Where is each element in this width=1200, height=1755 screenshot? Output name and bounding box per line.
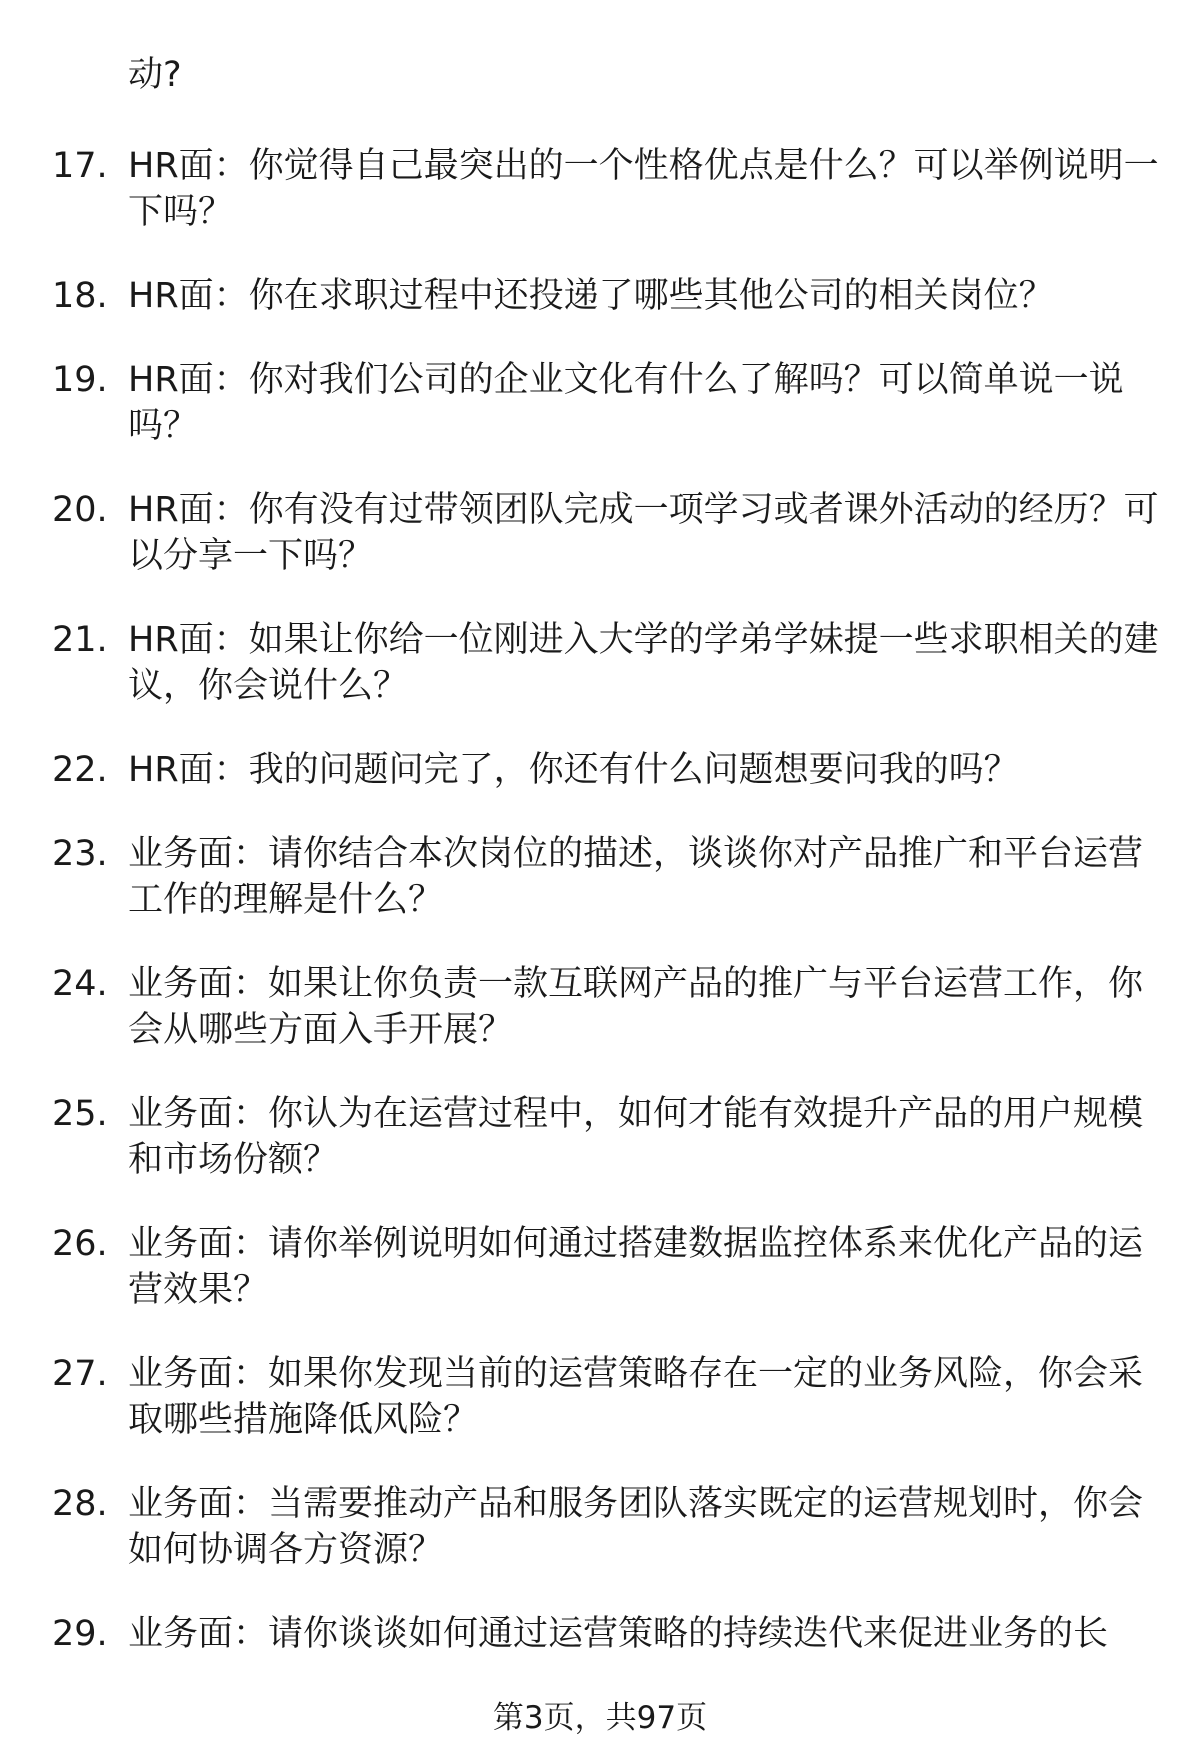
question-item (52, 273, 1162, 319)
question-item (52, 747, 1162, 793)
question-item (52, 357, 1162, 449)
question-text: 业务面：请你谈谈如何通过运营策略的持续迭代来促进业务的长 (128, 1614, 1109, 1654)
question-number: 27. (52, 1354, 108, 1394)
question-text: 业务面：请你结合本次岗位的描述，谈谈你对产品推广和平台运营工作的理解是什么？ (128, 834, 1144, 920)
question-item (52, 143, 1162, 235)
question-number: 21. (52, 620, 108, 660)
question-item (52, 1221, 1162, 1313)
question-text: 业务面：请你举例说明如何通过搭建数据监控体系来优化产品的运营效果？ (128, 1224, 1144, 1310)
question-number: 26. (52, 1224, 108, 1264)
question-text: HR面：如果让你给一位刚进入大学的学弟学妹提一些求职相关的建议，你会说什么？ (128, 620, 1159, 706)
question-number: 29. (52, 1614, 108, 1654)
question-text: HR面：你对我们公司的企业文化有什么了解吗？可以简单说一说吗？ (128, 360, 1124, 446)
question-item (52, 617, 1162, 709)
question-item (52, 1611, 1162, 1657)
question-number: 18. (52, 276, 108, 316)
question-number: 25. (52, 1094, 108, 1134)
question-text: 业务面：如果让你负责一款互联网产品的推广与平台运营工作，你会从哪些方面入手开展？ (128, 964, 1144, 1050)
question-text: 业务面：如果你发现当前的运营策略存在一定的业务风险，你会采取哪些措施降低风险？ (128, 1354, 1144, 1440)
question-list (52, 143, 1162, 1695)
question-text: HR面：你有没有过带领团队完成一项学习或者课外活动的经历？可以分享一下吗？ (128, 490, 1159, 576)
question-text: 业务面：你认为在运营过程中，如何才能有效提升产品的用户规模和市场份额？ (128, 1094, 1144, 1180)
question-item (52, 1351, 1162, 1443)
question-item (52, 961, 1162, 1053)
question-number: 20. (52, 490, 108, 530)
question-number: 24. (52, 964, 108, 1004)
question-number: 19. (52, 360, 108, 400)
question-item (52, 487, 1162, 579)
question-number: 23. (52, 834, 108, 874)
question-item (52, 831, 1162, 923)
question-number: 28. (52, 1484, 108, 1524)
question-text: 业务面：当需要推动产品和服务团队落实既定的运营规划时，你会如何协调各方资源？ (128, 1484, 1144, 1570)
question-number: 22. (52, 750, 108, 790)
question-item (52, 1481, 1162, 1573)
question-item (52, 1091, 1162, 1183)
question-text: HR面：我的问题问完了，你还有什么问题想要问我的吗？ (128, 750, 1019, 790)
question-number: 17. (52, 146, 108, 186)
continued-question-text: 动? (128, 55, 182, 95)
question-text: HR面：你在求职过程中还投递了哪些其他公司的相关岗位？ (128, 276, 1054, 316)
page-footer: 第3页，共97页 (492, 1700, 708, 1736)
question-text: HR面：你觉得自己最突出的一个性格优点是什么？可以举例说明一下吗？ (128, 146, 1159, 232)
